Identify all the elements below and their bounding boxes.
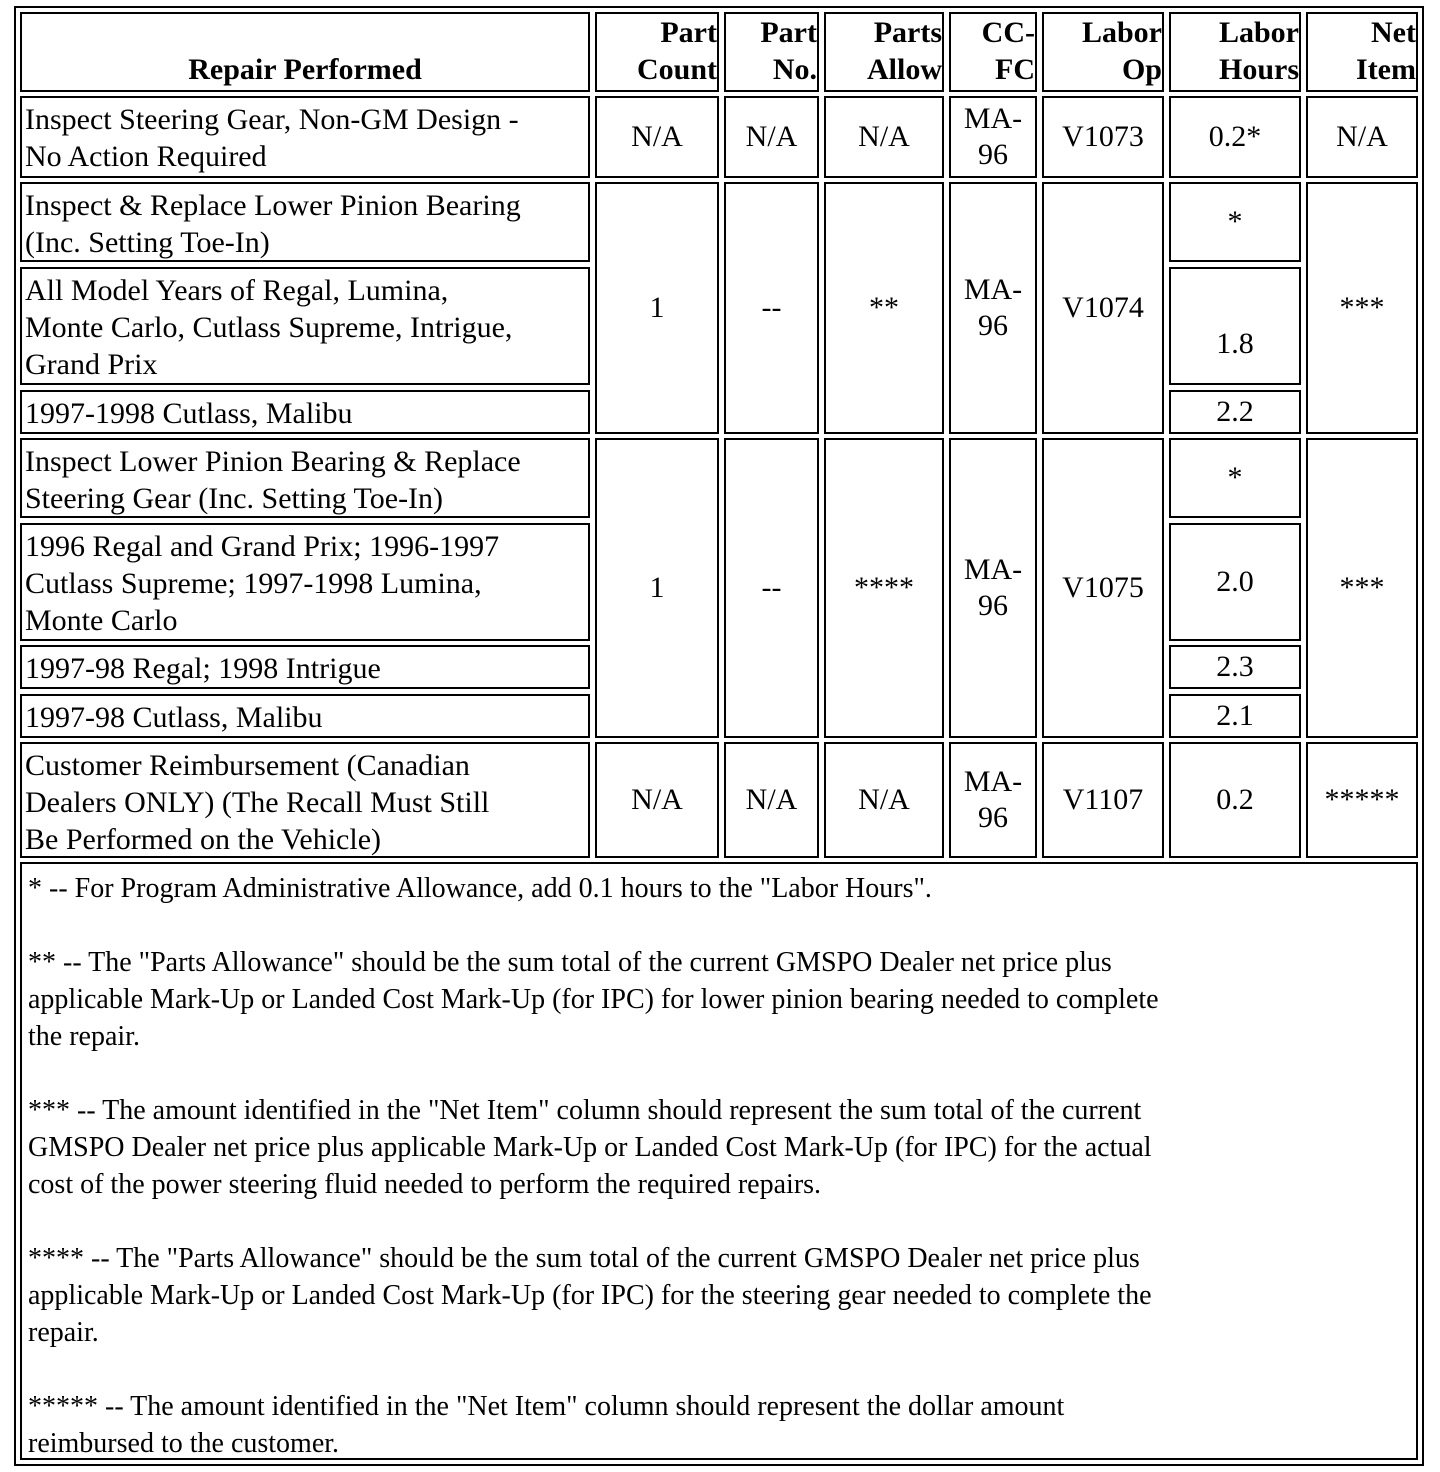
header-labor-op-line2: Op	[1121, 53, 1162, 86]
v1074-labor-hours-main: *	[1169, 182, 1301, 262]
v1075-labor-hours-main: *	[1169, 438, 1301, 518]
header-part-count-line2: Count	[636, 53, 717, 86]
v1075-repair-main: Inspect Lower Pinion Bearing & Replace Steering Gear (Inc. Setting Toe-In)	[20, 438, 590, 518]
header-part-count-line1: Part	[660, 16, 717, 49]
header-net-item-line1: Net	[1371, 16, 1416, 49]
v1074-labor-hours-all-models: 1.8	[1169, 267, 1301, 385]
header-parts-allow	[824, 12, 944, 92]
header-part-no-line1: Part	[760, 16, 817, 49]
row-v1073-part-count: N/A	[595, 96, 719, 178]
header-net-item	[1306, 12, 1418, 92]
footnote-4: **** -- The "Parts Allowance" should be the sum total of the current GMSPO Dealer net price plus applicable Mark-Up or Landed Cost Mark-Up (for IPC) for the steering gear needed to complete the repair.	[28, 1243, 1152, 1348]
header-part-no	[724, 12, 819, 92]
v1075-net-item: ***	[1306, 438, 1418, 738]
header-labor-op	[1042, 12, 1164, 92]
v1075-repair-1996-regal: 1996 Regal and Grand Prix; 1996-1997 Cutlass Supreme; 1997-1998 Lumina, Monte Carlo	[20, 523, 590, 641]
row-v1107-ccfc: MA- 96	[949, 742, 1037, 858]
header-labor-hours-line1: Labor	[1218, 16, 1299, 49]
row-v1107-labor-hours: 0.2	[1169, 742, 1301, 858]
header-labor-hours-line2: Hours	[1218, 53, 1299, 86]
footnote-5: ***** -- The amount identified in the "Net Item" column should represent the dollar amount reimbursed to the customer.	[28, 1391, 1065, 1459]
header-net-item-line2: Item	[1356, 53, 1416, 86]
header-part-no-line2: No.	[772, 53, 817, 86]
row-v1107-part-no: N/A	[724, 742, 819, 858]
v1074-ccfc: MA- 96	[949, 182, 1037, 434]
header-repair-performed-label: Repair Performed	[188, 53, 422, 86]
v1075-part-count: 1	[595, 438, 719, 738]
v1074-labor-op: V1074	[1042, 182, 1164, 434]
v1074-part-no: --	[724, 182, 819, 434]
v1074-parts-allow: **	[824, 182, 944, 434]
header-labor-hours	[1169, 12, 1301, 92]
v1075-labor-hours-regal-intrigue: 2.3	[1169, 645, 1301, 689]
v1074-repair-main: Inspect & Replace Lower Pinion Bearing (Inc. Setting Toe-In)	[20, 182, 590, 262]
v1075-parts-allow: ****	[824, 438, 944, 738]
row-v1107-repair: Customer Reimbursement (Canadian Dealers ONLY) (The Recall Must Still Be Performed on the Vehicle)	[20, 742, 590, 858]
header-ccfc	[949, 12, 1037, 92]
header-ccfc-line1: CC-	[981, 16, 1035, 49]
header-ccfc-line2: FC	[995, 53, 1035, 86]
row-v1073-part-no: N/A	[724, 96, 819, 178]
footnote-3: *** -- The amount identified in the "Net Item" column should represent the sum total of the current GMSPO Dealer net price plus applicable Mark-Up or Landed Cost Mark-Up (for IPC) for the actual cost of the power steering fluid needed to perform the required repairs.	[28, 1095, 1152, 1200]
v1075-labor-hours-1996-regal: 2.0	[1169, 523, 1301, 641]
footnote-1: * -- For Program Administrative Allowance, add 0.1 hours to the "Labor Hours".	[28, 873, 932, 904]
v1075-labor-hours-cutlass-malibu: 2.1	[1169, 694, 1301, 738]
v1075-labor-op: V1075	[1042, 438, 1164, 738]
header-part-count	[595, 12, 719, 92]
row-v1073-labor-op: V1073	[1042, 96, 1164, 178]
header-repair-performed	[20, 12, 590, 92]
row-v1107-parts-allow: N/A	[824, 742, 944, 858]
row-v1073-net-item: N/A	[1306, 96, 1418, 178]
footnote-2: ** -- The "Parts Allowance" should be the sum total of the current GMSPO Dealer net price plus applicable Mark-Up or Landed Cost Mark-Up (for IPC) for lower pinion bearing needed to complete the repair.	[28, 947, 1159, 1052]
v1075-ccfc: MA- 96	[949, 438, 1037, 738]
row-v1107-net-item: *****	[1306, 742, 1418, 858]
v1074-part-count: 1	[595, 182, 719, 434]
row-v1107-part-count: N/A	[595, 742, 719, 858]
row-v1073-repair: Inspect Steering Gear, Non-GM Design - No Action Required	[20, 96, 590, 178]
header-labor-op-line1: Labor	[1081, 16, 1162, 49]
v1074-net-item: ***	[1306, 182, 1418, 434]
v1075-repair-regal-intrigue: 1997-98 Regal; 1998 Intrigue	[20, 645, 590, 689]
v1074-labor-hours-cutlass-malibu: 2.2	[1169, 390, 1301, 434]
row-v1073-parts-allow: N/A	[824, 96, 944, 178]
header-parts-allow-line1: Parts	[873, 16, 942, 49]
header-parts-allow-line2: Allow	[867, 53, 942, 86]
row-v1073-ccfc: MA- 96	[949, 96, 1037, 178]
v1075-repair-cutlass-malibu: 1997-98 Cutlass, Malibu	[20, 694, 590, 738]
footnotes-panel	[20, 862, 1418, 1460]
v1074-repair-all-models: All Model Years of Regal, Lumina, Monte Carlo, Cutlass Supreme, Intrigue, Grand Prix	[20, 267, 590, 385]
row-v1073-labor-hours: 0.2*	[1169, 96, 1301, 178]
row-v1107-labor-op: V1107	[1042, 742, 1164, 858]
v1075-part-no: --	[724, 438, 819, 738]
v1074-repair-cutlass-malibu: 1997-1998 Cutlass, Malibu	[20, 390, 590, 434]
